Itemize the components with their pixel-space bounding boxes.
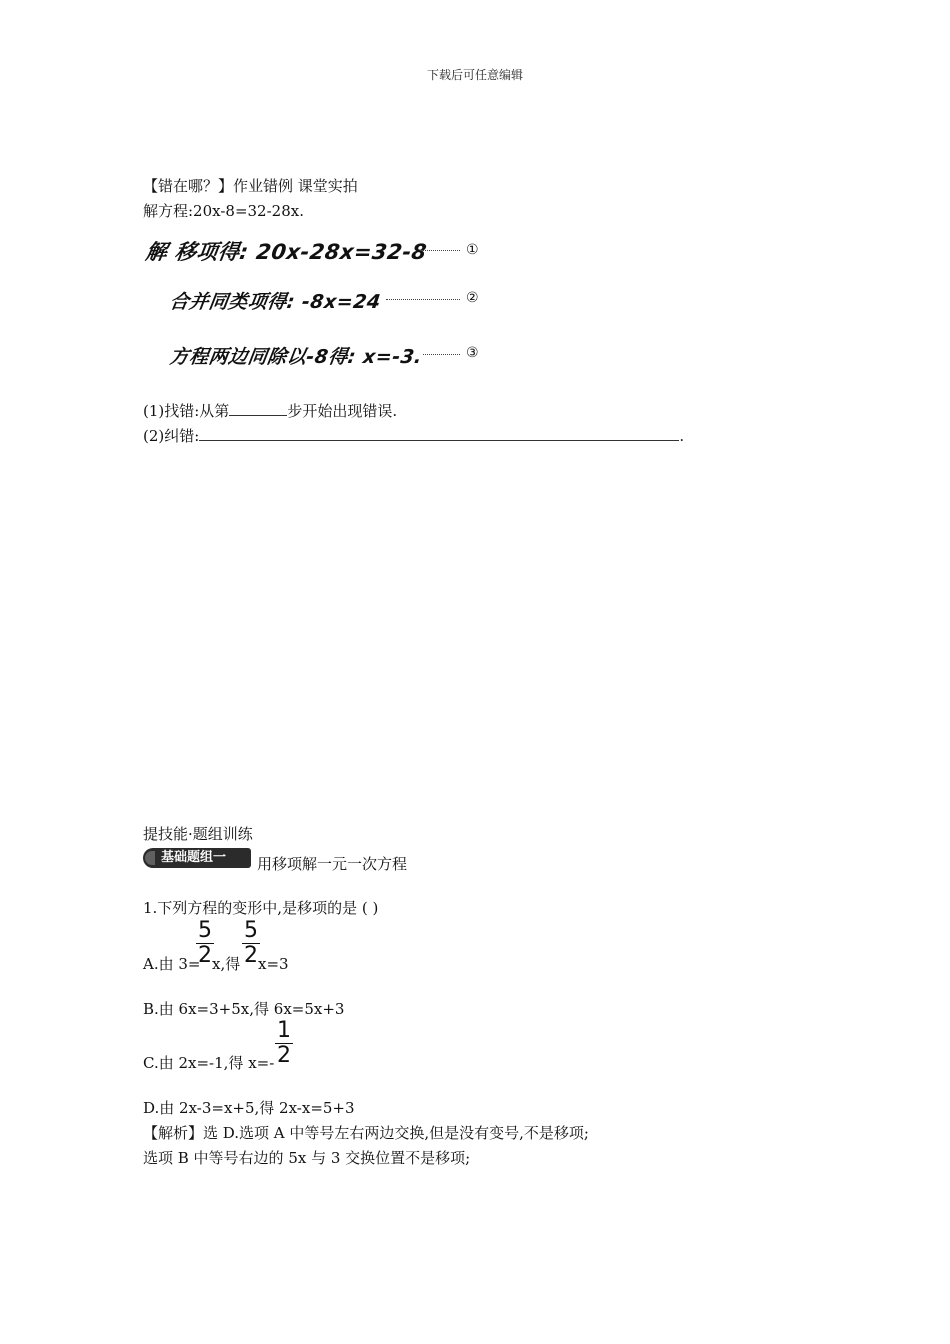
correct-error-prefix: (2)纠错: <box>143 427 200 445</box>
fraction-denominator: 2 <box>244 943 258 968</box>
option-a-part2: x,得 <box>212 955 241 973</box>
problem-statement: 解方程:20x-8=32-28x. <box>143 202 304 220</box>
badge-cap <box>145 851 155 865</box>
find-error-prefix: (1)找错:从第 <box>143 402 230 420</box>
fraction-denominator: 2 <box>198 943 212 968</box>
basic-group-badge <box>143 848 251 868</box>
skills-title: 提技能·题组训练 <box>143 825 253 843</box>
handwritten-step-1: 解 移项得: 20x-28x=32-8 <box>144 240 429 264</box>
badge-label: 基础题组一 <box>161 850 227 865</box>
option-c-fraction <box>275 1020 293 1067</box>
find-error-question <box>143 401 397 421</box>
fraction-numerator: 1 <box>277 1018 291 1043</box>
option-a-part1: A.由 3= <box>143 955 201 973</box>
dotted-leader-3 <box>423 354 460 355</box>
find-error-suffix: 步开始出现错误. <box>287 402 398 420</box>
find-error-blank[interactable] <box>229 401 287 416</box>
option-c: C.由 2x=-1,得 x=- <box>143 1054 275 1072</box>
step-marker-3: ③ <box>466 345 479 361</box>
error-section-title: 【错在哪？】作业错例 课堂实拍 <box>143 177 358 195</box>
option-b: B.由 6x=3+5x,得 6x=5x+3 <box>143 1000 345 1018</box>
page-header: 下载后可任意编辑 <box>426 68 523 82</box>
correct-error-question <box>143 426 684 446</box>
handwritten-step-2: 合并同类项得: -8x=24 <box>168 291 383 313</box>
skills-subtitle: 用移项解一元一次方程 <box>257 855 408 873</box>
step-marker-1: ① <box>466 242 479 258</box>
handwritten-step-3: 方程两边同除以-8得: x=-3. <box>168 346 424 368</box>
correct-error-suffix: . <box>679 427 685 445</box>
step-marker-2: ② <box>466 290 479 306</box>
dotted-leader-1 <box>420 250 460 251</box>
fraction-denominator: 2 <box>277 1043 291 1068</box>
question-stem: 1.下列方程的变形中,是移项的是 ( ) <box>143 899 379 917</box>
option-d: D.由 2x-3=x+5,得 2x-x=5+3 <box>143 1099 355 1117</box>
dotted-leader-2 <box>386 299 460 300</box>
fraction-numerator: 5 <box>198 918 212 943</box>
analysis-line-1: 【解析】选 D.选项 A 中等号左右两边交换,但是没有变号,不是移项; <box>143 1124 589 1142</box>
option-a-part3: x=3 <box>258 955 289 973</box>
analysis-line-2: 选项 B 中等号右边的 5x 与 3 交换位置不是移项; <box>143 1149 471 1167</box>
correct-error-blank[interactable] <box>199 426 679 441</box>
fraction-numerator: 5 <box>244 918 258 943</box>
